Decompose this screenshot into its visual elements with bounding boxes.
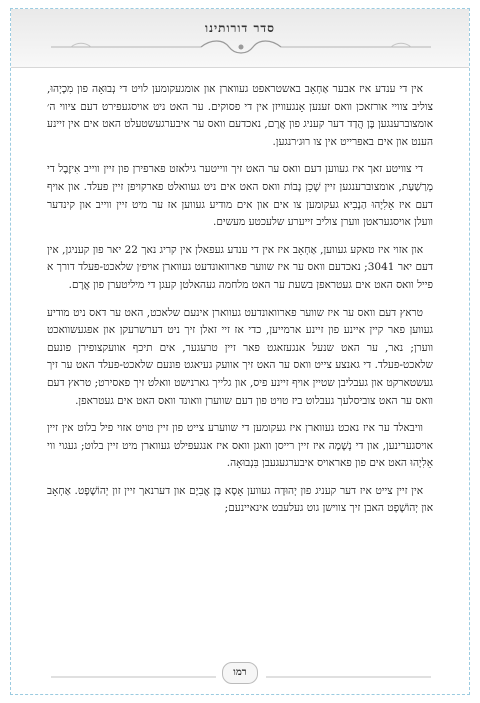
page-footer [11,656,469,694]
paragraph-2: די צוויטע זאך איז געווען דעם וואס ער האט זיך ווייטער גילאזט פארפירן פון זיין ווייב אִיזֶבֶל די מְרַשַׁעַת, אומצוברענגען זיין שָׁכֵן נָבוֹת וואס האט אים ניט געוואלט פארקויפן זיין פעלד. און אויף דעם איז אֵלִיָהוּ הַנָבִיא געקומען צו אים און אים מודיע געווען אז ער מיט זיין ווייב און קינדער וועלן אויסגעראטן ווערן צוליב זייערע שלעכטע מעשים. [47,163,433,229]
header-ornament-icon [51,39,431,55]
page-number: רמו [222,662,258,684]
paragraph-5: וויבאלד ער איז נאכט געווארן איז געקומען די שווערע צייט פון זיין טויט אזוי פיל בלוט אין זיין אויסגערינען, און די נְשָׁמָה איז זיין רייסן וואגן וואס איז אנגעפילט געווארן מיט זיין בלוט; געגוי ווי אֵלִיָהוּ האט אים פון פאראויס איבערגעגעבן בִּנְבוּאָה. [47,422,433,470]
paragraph-1: אין די ענדע איז אבער אַחְאָב באשטראפט געווארן און אומגעקומען לויט די נְבוּאָה פון מִכָיְהוּ, צוליב צוויי אורזאכן וואס זענען אָנגעוויזן אין די פסוקים. ער האט ניט אויסגעפירט דעם ציווי ה׳ אומצוברענגען בֶּן הֲדַד דער קעניג פון אֲרָם, נאכדעם וואס ער איבערגעשטעלט האט אים אין זיינע הענט און אים באפרייט אין צו רוּג׳רנגען. [47,83,433,148]
page-body [47,81,433,518]
page-header [11,9,469,68]
paragraph-3: און אזוי איז טאקע געווען, אַחְאָב איז אין די ענדע געפאלן אין קריג נאך 22 יאר פון קעניגן, אין דעם יאר 3041; נאכדעם וואס ער איז שווער פארוואונדעט געווארן אויפ׳ן שלאכט-פעלד דורך א פייל וואס האט אים געטראפן בשעת ער האט מלחמה געהאלטן קעגן די מיליטערן פון אֲרָם. [47,243,433,291]
paragraph-4: טראץ דעם וואס ער איז שווער פארוואונדעט געווארן אינעם שלאכט, האט ער דאס ניט מודיע געווען פאר קיין איינע פון זיינע ארמייען, כדי אז זיי זאלן זיך ניט דערשרעקן און אפגעשוואכט ווערן; נאר, ער האט שנעל אנגעזאגט פאר זיין טרעגער, אים תיכף אוועקצופירן פונעם שלאכט-פעלד. די גאנצע צייט וואס ער האט זיך אוועק געיאגט פונעם שלאכט-פעלד האט ער זיך געשטארקט און געבליבן שטיין אויף זיינע פיס, און גלייך גארנישט וואלט זיך פאסירט; טראץ דעם וואס ער האט צוביסלעך געבלוט ביז טויט פון דעם שווערן וואונד וואס האט אים געטראפן. [47,306,433,407]
paragraph-6: אין זיין צייט איז דער קעניג פון יְהוּדָה געווען אָסָא בֶּן אֲבִיָם און דערנאך זיין זון יְהוֹשָׁפָט. אַחְאָב און יְהוֹשָׁפָט האבן זיך צווישן גוט געלעבט אינאיינעם; [47,484,433,515]
running-title: סדר דורותינו [205,21,275,35]
book-page [10,8,470,695]
